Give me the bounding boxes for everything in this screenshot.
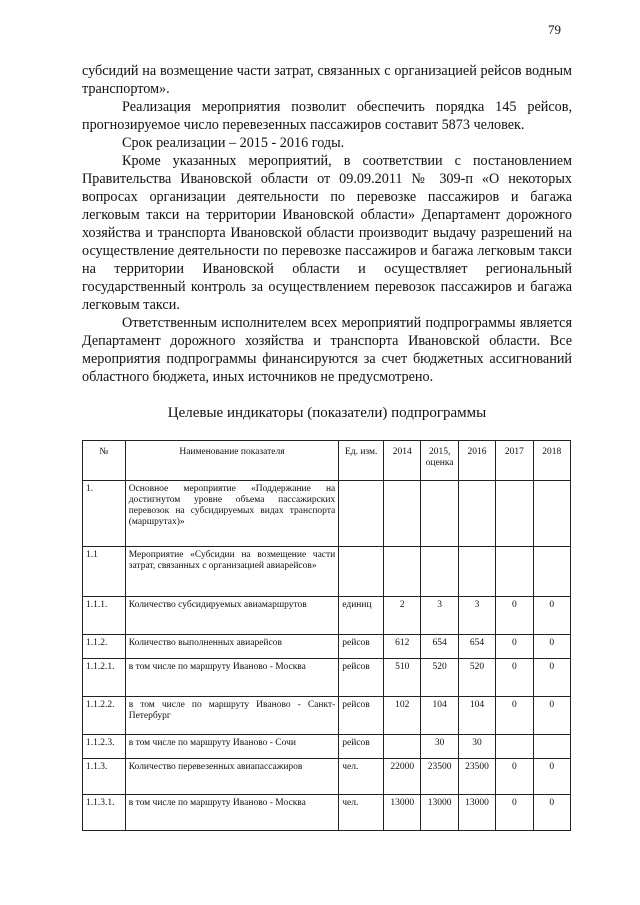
cell-2017: 0 [496, 659, 533, 697]
table-header-row [83, 441, 571, 481]
cell-2014: 612 [384, 635, 421, 659]
row-unit: рейсов [339, 697, 384, 735]
row-num: 1.1 [83, 547, 126, 597]
page-number: 79 [548, 22, 561, 37]
row-unit [339, 481, 384, 547]
row-num: 1.1.2. [83, 635, 126, 659]
row-num: 1.1.1. [83, 597, 126, 635]
cell-2018: 0 [533, 597, 570, 635]
cell-2018 [533, 735, 570, 759]
paragraph: Реализация мероприятия позволит обеспечить порядка 145 рейсов, прогнозируемое число перевезенных пассажиров составит 5873 человек. [82, 99, 572, 133]
table-row [83, 481, 571, 547]
row-name: Количество выполненных авиарейсов [125, 635, 339, 659]
body-text [82, 62, 572, 386]
cell-2017: 0 [496, 635, 533, 659]
cell-2018 [533, 481, 570, 547]
cell-2016: 520 [458, 659, 495, 697]
paragraph: субсидий на возмещение части затрат, связанных с организацией рейсов водным транспортом». [82, 63, 572, 97]
row-unit: единиц [339, 597, 384, 635]
cell-2014: 22000 [384, 759, 421, 795]
header-name: Наименование показателя [125, 441, 339, 481]
row-num: 1.1.2.3. [83, 735, 126, 759]
cell-2018: 0 [533, 697, 570, 735]
table-row [83, 795, 571, 831]
row-unit: рейсов [339, 735, 384, 759]
cell-2014: 510 [384, 659, 421, 697]
cell-2017 [496, 547, 533, 597]
cell-2014 [384, 547, 421, 597]
table-row [83, 597, 571, 635]
cell-2015: 30 [421, 735, 458, 759]
table-row [83, 735, 571, 759]
row-num: 1.1.3. [83, 759, 126, 795]
row-name: в том числе по маршруту Иваново - Москва [125, 659, 339, 697]
cell-2018: 0 [533, 635, 570, 659]
header-2015: 2015, оценка [421, 441, 458, 481]
cell-2015: 23500 [421, 759, 458, 795]
cell-2015: 3 [421, 597, 458, 635]
row-num: 1.1.3.1. [83, 795, 126, 831]
row-unit: рейсов [339, 659, 384, 697]
cell-2016 [458, 481, 495, 547]
cell-2015: 13000 [421, 795, 458, 831]
cell-2018: 0 [533, 759, 570, 795]
header-2018: 2018 [533, 441, 570, 481]
cell-2018: 0 [533, 795, 570, 831]
table-row [83, 659, 571, 697]
row-unit [339, 547, 384, 597]
row-name: Мероприятие «Субсидии на возмещение части затрат, связанных с организацией авиарейсов» [125, 547, 339, 597]
row-name: Основное мероприятие «Поддержание на достигнутом уровне объема пассажирских перевозок на субсидируемых видах транспорта (маршрутах)» [125, 481, 339, 547]
row-unit: чел. [339, 795, 384, 831]
cell-2016: 104 [458, 697, 495, 735]
cell-2017 [496, 735, 533, 759]
row-num: 1.1.2.2. [83, 697, 126, 735]
cell-2016 [458, 547, 495, 597]
cell-2017 [496, 481, 533, 547]
cell-2014: 2 [384, 597, 421, 635]
cell-2016: 3 [458, 597, 495, 635]
paragraph: Кроме указанных мероприятий, в соответствии с постановлением Правительства Ивановской области от 09.09.2011 № 309-п «О некоторых вопросах организации деятельности по перевозке пассажиров и багажа легковым такси на территории Ивановской области» Департамент дорожного хозяйства и транспорта Ивановской области производит выдачу разрешений на осуществление деятельности по перевозке пассажиров и багажа легковым такси на территории Ивановской области и осуществляет региональный государственный контроль за осуществлением перевозок пассажиров и багажа легковым такси. [82, 153, 572, 313]
paragraph: Срок реализации – 2015 - 2016 годы. [122, 135, 345, 151]
cell-2016: 30 [458, 735, 495, 759]
indicators-table [82, 440, 571, 831]
cell-2017: 0 [496, 697, 533, 735]
cell-2015: 654 [421, 635, 458, 659]
table-row [83, 759, 571, 795]
table-row [83, 547, 571, 597]
cell-2018: 0 [533, 659, 570, 697]
cell-2017: 0 [496, 795, 533, 831]
cell-2015 [421, 547, 458, 597]
cell-2014: 102 [384, 697, 421, 735]
cell-2018 [533, 547, 570, 597]
header-2017: 2017 [496, 441, 533, 481]
cell-2016: 23500 [458, 759, 495, 795]
row-name: Количество перевезенных авиапассажиров [125, 759, 339, 795]
cell-2015: 104 [421, 697, 458, 735]
row-name: в том числе по маршруту Иваново - Москва [125, 795, 339, 831]
cell-2015 [421, 481, 458, 547]
row-num: 1. [83, 481, 126, 547]
row-unit: чел. [339, 759, 384, 795]
table-title: Целевые индикаторы (показатели) подпрограммы [167, 405, 487, 421]
cell-2016: 654 [458, 635, 495, 659]
table-row [83, 635, 571, 659]
paragraph: Ответственным исполнителем всех мероприятий подпрограммы является Департамент дорожного хозяйства и транспорта Ивановской области. Все мероприятия подпрограммы финансируются за счет бюджетных ассигнований областного бюджета, иных источников не предусмотрено. [82, 315, 572, 385]
row-name: Количество субсидируемых авиамаршрутов [125, 597, 339, 635]
table-row [83, 697, 571, 735]
header-2014: 2014 [384, 441, 421, 481]
header-2016: 2016 [458, 441, 495, 481]
cell-2017: 0 [496, 759, 533, 795]
header-unit: Ед. изм. [339, 441, 384, 481]
row-num: 1.1.2.1. [83, 659, 126, 697]
cell-2016: 13000 [458, 795, 495, 831]
cell-2014: 13000 [384, 795, 421, 831]
row-name: в том числе по маршруту Иваново - Сочи [125, 735, 339, 759]
cell-2014 [384, 735, 421, 759]
cell-2015: 520 [421, 659, 458, 697]
row-name: в том числе по маршруту Иваново - Санкт-Петербург [125, 697, 339, 735]
row-unit: рейсов [339, 635, 384, 659]
cell-2017: 0 [496, 597, 533, 635]
header-num: № [83, 441, 126, 481]
cell-2014 [384, 481, 421, 547]
